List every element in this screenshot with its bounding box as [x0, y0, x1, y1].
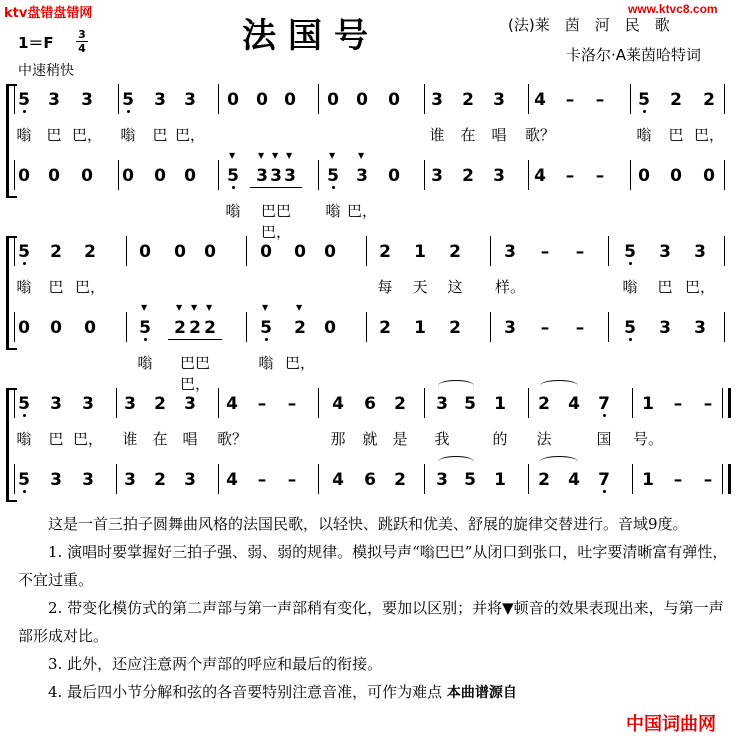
lyric: 这	[447, 278, 463, 296]
lyric: 巴，	[71, 126, 102, 144]
note: 3	[154, 90, 166, 110]
note: 5	[616, 316, 644, 340]
note: 2	[462, 90, 474, 110]
note: 2	[154, 394, 166, 414]
lyric: 嗡	[636, 126, 652, 144]
lyric: 巴，	[174, 126, 205, 144]
lyric: 谁	[429, 126, 445, 144]
barline	[118, 160, 119, 190]
voice-row	[0, 392, 740, 448]
note: 3 ▼	[276, 164, 304, 188]
lyric: 在	[152, 430, 168, 448]
barline	[126, 312, 127, 342]
note: 3	[48, 90, 60, 110]
note: 0	[122, 166, 134, 186]
notes-paragraph-intro: 这是一首三拍子圆舞曲风格的法国民歌，以轻快、跳跃和优美、舒展的旋律交替进行。音域9度。	[18, 515, 688, 533]
source-note: 本曲谱源自	[446, 685, 517, 701]
low-octave-dot	[603, 414, 606, 417]
note: 2	[394, 470, 406, 490]
note: 3	[493, 166, 505, 186]
lyric: 巴，	[284, 354, 315, 372]
final-barline-thick	[728, 464, 731, 494]
note: 6	[364, 394, 376, 414]
lyric: 巴	[657, 278, 673, 296]
note: 1	[414, 242, 426, 262]
note: 3	[184, 394, 196, 414]
note: 3	[50, 470, 62, 490]
lyric: 巴	[668, 126, 684, 144]
staccato-mark: ▼	[262, 303, 269, 312]
lyric: 巴	[48, 430, 64, 448]
note: –	[540, 318, 550, 338]
barline	[424, 464, 425, 494]
watermark-bottom-right: 中国词曲网	[626, 714, 716, 735]
lyric: 是	[392, 430, 408, 448]
lyric: 巴巴巴，	[260, 202, 291, 241]
note: –	[565, 90, 575, 110]
note: 0	[327, 90, 339, 110]
low-octave-dot	[23, 262, 26, 265]
voice-row	[0, 468, 740, 492]
staccato-mark: ▼	[206, 303, 213, 312]
note: 5	[10, 468, 38, 492]
note: 0	[154, 166, 166, 186]
note: 2	[670, 90, 682, 110]
low-octave-dot	[332, 186, 335, 189]
barline	[528, 464, 529, 494]
lyric: 巴	[152, 126, 168, 144]
note: 0	[227, 90, 239, 110]
barline	[724, 312, 725, 342]
note: 5 ▼	[252, 316, 280, 340]
note: 2	[703, 90, 715, 110]
note: 3	[504, 242, 516, 262]
lyric: 嗡	[622, 278, 638, 296]
note: 5 ▼	[319, 164, 347, 188]
note: 2	[379, 242, 391, 262]
time-top: 3	[78, 28, 86, 41]
note: 3	[124, 394, 136, 414]
barline	[724, 84, 725, 114]
note: 0	[184, 166, 196, 186]
note: –	[595, 90, 605, 110]
note: –	[673, 394, 683, 414]
barline	[14, 312, 15, 342]
barline	[630, 160, 631, 190]
note: 0	[294, 242, 306, 262]
lyric: 巴	[46, 126, 62, 144]
lyric: 嗡	[120, 126, 136, 144]
eighth-underline	[198, 339, 222, 340]
note: 4	[332, 394, 344, 414]
note: 0	[324, 242, 336, 262]
note: 0	[356, 90, 368, 110]
staccato-mark: ▼	[272, 151, 279, 160]
barline	[528, 84, 529, 114]
note: 0	[284, 90, 296, 110]
time-signature	[76, 28, 88, 55]
lyric: 嗡	[325, 202, 341, 220]
note: 3	[436, 394, 448, 414]
note: –	[575, 242, 585, 262]
note: 0	[50, 318, 62, 338]
note: 0	[139, 242, 151, 262]
note: 4	[226, 470, 238, 490]
slur	[540, 380, 578, 391]
slur	[438, 380, 474, 391]
barline	[218, 388, 219, 418]
voice-row	[0, 151, 740, 241]
barline	[490, 312, 491, 342]
barline	[246, 312, 247, 342]
note: 1	[414, 318, 426, 338]
note: 1	[494, 394, 506, 414]
note: 2	[462, 166, 474, 186]
staccato-mark: ▼	[141, 303, 148, 312]
note: 0	[388, 90, 400, 110]
barline	[318, 160, 319, 190]
low-octave-dot	[629, 262, 632, 265]
staccato-mark: ▼	[229, 151, 236, 160]
notes-paragraph-4	[18, 678, 733, 707]
staccato-mark: ▼	[329, 151, 336, 160]
note: 2	[84, 242, 96, 262]
note: 4	[534, 166, 546, 186]
note: 3	[184, 470, 196, 490]
final-barline-thick	[728, 388, 731, 418]
notes-paragraph-1: 1. 演唱时要掌握好三拍子强、弱、弱的规律。模拟号声“嗡巴巴”从闭口到张口，吐字要清晰富有弹性，不宜过重。	[18, 543, 728, 589]
note: 1	[642, 470, 654, 490]
lyric: 的	[492, 430, 508, 448]
watermark-top-left: ktv盘错盘错网	[4, 6, 93, 21]
note: 5	[10, 392, 38, 416]
low-octave-dot	[603, 490, 606, 493]
low-octave-dot	[127, 110, 130, 113]
note: 3	[431, 166, 443, 186]
lyric: 国	[596, 430, 612, 448]
note: 0	[18, 166, 30, 186]
barline	[318, 464, 319, 494]
barline	[116, 388, 117, 418]
note: 0	[48, 166, 60, 186]
notes-paragraph-4-text: 4. 最后四小节分解和弦的各音要特别注意音准，可作为难点	[18, 683, 443, 701]
lyric: 嗡	[258, 354, 274, 372]
staccato-mark: ▼	[191, 303, 198, 312]
note: 3	[659, 318, 671, 338]
note: 5	[630, 88, 658, 112]
barline	[528, 388, 529, 418]
low-octave-dot	[23, 110, 26, 113]
lyric: 就	[362, 430, 378, 448]
barline	[14, 464, 15, 494]
note: –	[540, 242, 550, 262]
note: 6	[364, 470, 376, 490]
lyric: 唱	[491, 126, 507, 144]
song-origin: (法)莱 茵 河 民 歌	[508, 16, 670, 34]
note: 5	[114, 88, 142, 112]
lyric: 嗡	[137, 354, 153, 372]
final-barline-thin	[722, 464, 723, 494]
lyric: 歌？	[216, 430, 247, 448]
barline	[14, 236, 15, 266]
note: 2	[449, 242, 461, 262]
lyric: 嗡	[16, 278, 32, 296]
note: 4	[568, 470, 580, 490]
watermark-top-right: www.ktvc8.com	[628, 2, 718, 16]
lyric: 嗡	[16, 430, 32, 448]
note: 3	[694, 242, 706, 262]
note: 0	[81, 166, 93, 186]
note: 3	[81, 90, 93, 110]
note: 5 ▼	[219, 164, 247, 188]
lyric: 巴，	[74, 278, 105, 296]
note: 7	[590, 392, 618, 416]
lyric: 巴	[48, 278, 64, 296]
barline	[318, 388, 319, 418]
staccato-mark: ▼	[176, 303, 183, 312]
note: 3	[493, 90, 505, 110]
barline	[424, 160, 425, 190]
low-octave-dot	[232, 186, 235, 189]
lyric: 巴，	[684, 278, 715, 296]
lyric: 歌？	[524, 126, 555, 144]
voice-row	[0, 240, 740, 296]
barline	[608, 312, 609, 342]
note: 5 ▼	[131, 316, 159, 340]
barline	[724, 160, 725, 190]
note: 2 ▼	[166, 316, 194, 340]
final-barline-thin	[722, 388, 723, 418]
performance-notes	[18, 510, 733, 707]
note: 2	[538, 394, 550, 414]
staccato-mark: ▼	[296, 303, 303, 312]
song-title: 法国号	[242, 16, 380, 56]
barline	[630, 84, 631, 114]
note: 1	[642, 394, 654, 414]
barline	[14, 388, 15, 418]
barline	[218, 84, 219, 114]
note: 4	[226, 394, 238, 414]
note: 2	[50, 242, 62, 262]
note: –	[257, 470, 267, 490]
lyric: 我	[434, 430, 450, 448]
note: 2	[379, 318, 391, 338]
note: –	[257, 394, 267, 414]
note: 3 ▼	[262, 164, 290, 188]
staccato-mark: ▼	[286, 151, 293, 160]
note: –	[673, 470, 683, 490]
note: –	[287, 394, 297, 414]
note: 5	[10, 240, 38, 264]
lyric: 嗡	[225, 202, 241, 220]
key-signature: 1＝F	[18, 34, 54, 52]
voice-row	[0, 303, 740, 393]
lyric: 样。	[494, 278, 525, 296]
note: 0	[324, 318, 336, 338]
lyric: 在	[460, 126, 476, 144]
eighth-underline	[278, 187, 302, 188]
barline	[490, 236, 491, 266]
note: 3	[504, 318, 516, 338]
note: 3	[431, 90, 443, 110]
note: 2 ▼	[196, 316, 224, 340]
barline	[14, 160, 15, 190]
note: –	[703, 394, 713, 414]
note: 4	[332, 470, 344, 490]
note: 2 ▼	[181, 316, 209, 340]
lyric: 谁	[122, 430, 138, 448]
note: 3	[436, 470, 448, 490]
note: 4	[534, 90, 546, 110]
note: 5	[616, 240, 644, 264]
lyric: 天	[412, 278, 428, 296]
low-octave-dot	[265, 338, 268, 341]
note: 2	[538, 470, 550, 490]
lyric: 巴巴巴，	[179, 354, 210, 393]
note: 3 ▼	[248, 164, 276, 188]
barline	[14, 84, 15, 114]
notes-paragraph-2: 2. 带变化模仿式的第二声部与第一声部稍有变化，要加以区别；并将▼顿音的效果表现出来，与第一声部形成对比。	[18, 599, 724, 645]
note: –	[575, 318, 585, 338]
note: 0	[260, 242, 272, 262]
lyric: 巴，	[693, 126, 724, 144]
staccato-mark: ▼	[258, 151, 265, 160]
note: 5	[464, 394, 476, 414]
note: 4	[568, 394, 580, 414]
note: 0	[256, 90, 268, 110]
lyric: 唱	[182, 430, 198, 448]
note: 0	[174, 242, 186, 262]
barline	[246, 236, 247, 266]
note: 0	[388, 166, 400, 186]
barline	[118, 84, 119, 114]
note: 0	[84, 318, 96, 338]
note: –	[565, 166, 575, 186]
barline	[318, 84, 319, 114]
note: 0	[703, 166, 715, 186]
time-bottom: 4	[76, 41, 88, 55]
note: –	[703, 470, 713, 490]
barline	[116, 464, 117, 494]
note: 3	[50, 394, 62, 414]
tempo-marking: 中速稍快	[18, 63, 74, 79]
lyricist-credit: 卡洛尔·A莱茵哈特词	[566, 46, 702, 64]
barline	[632, 388, 633, 418]
barline	[126, 236, 127, 266]
note: 3	[694, 318, 706, 338]
note: 3	[124, 470, 136, 490]
barline	[218, 160, 219, 190]
barline	[632, 464, 633, 494]
note: –	[287, 470, 297, 490]
note: 3	[82, 394, 94, 414]
notes-paragraph-3: 3. 此外，还应注意两个声部的呼应和最后的衔接。	[18, 655, 383, 673]
note: 2	[154, 470, 166, 490]
lyric: 巴，	[346, 202, 377, 220]
lyric: 法	[536, 430, 552, 448]
lyric: 嗡	[16, 126, 32, 144]
lyric: 那	[330, 430, 346, 448]
lyric: 每	[377, 278, 393, 296]
note: 5	[10, 88, 38, 112]
note: 0	[204, 242, 216, 262]
barline	[366, 312, 367, 342]
note: 5	[464, 470, 476, 490]
low-octave-dot	[23, 414, 26, 417]
barline	[608, 236, 609, 266]
barline	[528, 160, 529, 190]
barline	[424, 388, 425, 418]
barline	[218, 464, 219, 494]
voice-row	[0, 88, 740, 144]
note: 0	[18, 318, 30, 338]
low-octave-dot	[23, 490, 26, 493]
staccato-mark: ▼	[358, 151, 365, 160]
note: 3 ▼	[356, 151, 368, 186]
note: 2 ▼	[294, 303, 306, 338]
note: 7	[590, 468, 618, 492]
low-octave-dot	[144, 338, 147, 341]
lyric: 号。	[632, 430, 663, 448]
barline	[724, 236, 725, 266]
note: 3	[659, 242, 671, 262]
barline	[424, 84, 425, 114]
low-octave-dot	[629, 338, 632, 341]
barline	[366, 236, 367, 266]
note: 0	[638, 166, 650, 186]
slur	[438, 456, 474, 467]
note: 0	[670, 166, 682, 186]
note: 1	[494, 470, 506, 490]
note: 2	[449, 318, 461, 338]
slur	[540, 456, 578, 467]
note: –	[595, 166, 605, 186]
note: 3	[184, 90, 196, 110]
note: 3	[82, 470, 94, 490]
low-octave-dot	[643, 110, 646, 113]
note: 2	[394, 394, 406, 414]
lyric: 巴，	[72, 430, 103, 448]
